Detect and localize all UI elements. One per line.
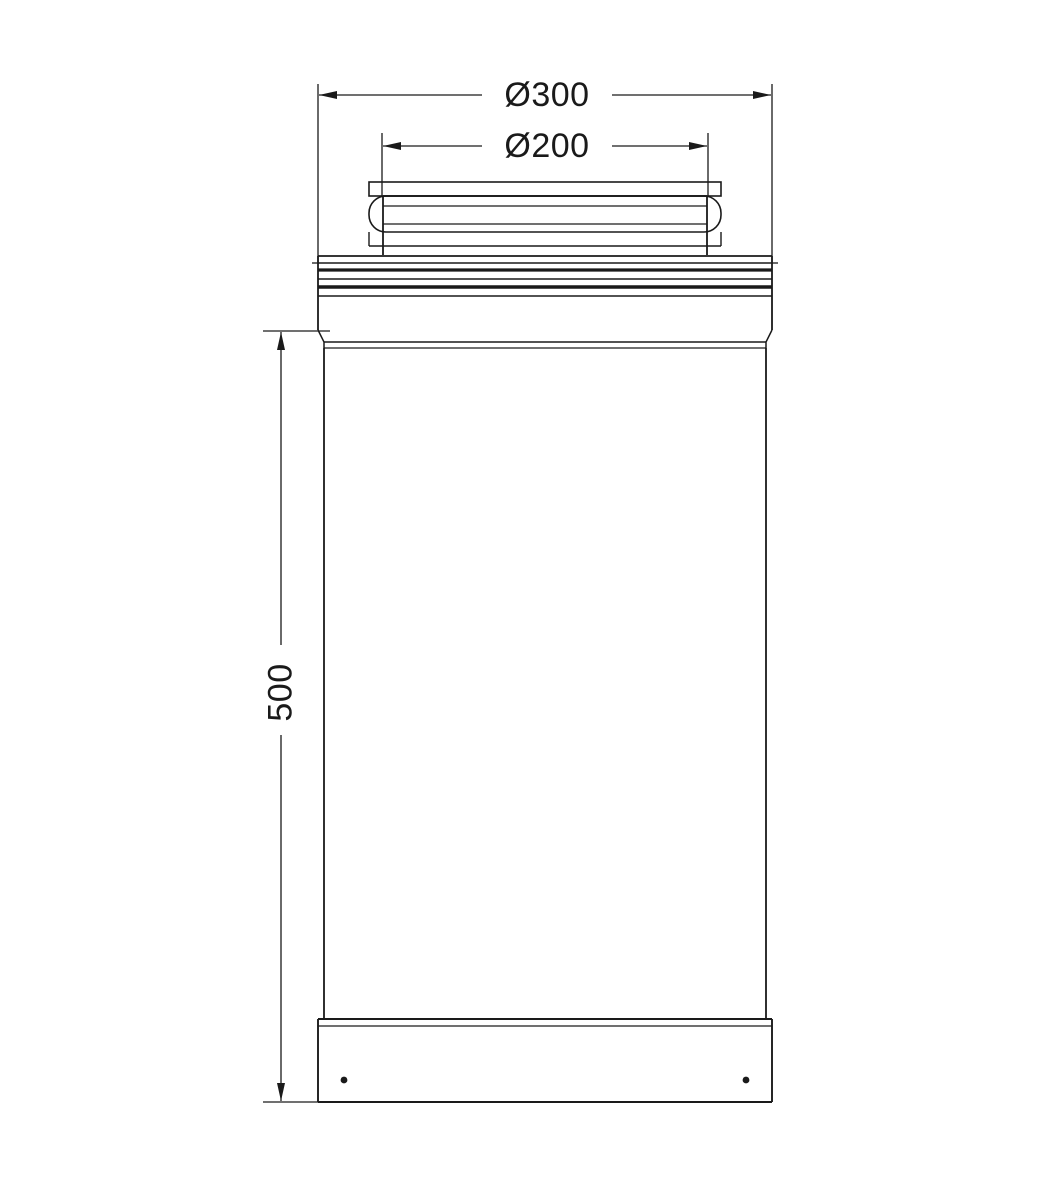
inlet-spigot <box>369 182 721 255</box>
top-flange-stack <box>312 256 778 296</box>
main-body <box>324 348 766 1019</box>
fixing-hole-right <box>743 1077 750 1084</box>
dimension-label-outer-diameter: Ø300 <box>504 76 590 114</box>
body-shoulder <box>318 296 772 348</box>
spigot-collar <box>369 182 721 196</box>
product-outline <box>312 182 778 1102</box>
dimension-label-inlet-diameter: Ø200 <box>504 127 590 165</box>
arrow-head-left <box>383 142 401 150</box>
fixing-hole-left <box>341 1077 348 1084</box>
arrow-head-top <box>277 332 285 350</box>
dimension-label-overall-height: 500 <box>261 663 300 722</box>
arrow-head-left <box>319 91 337 99</box>
arrow-head-bottom <box>277 1083 285 1101</box>
arrow-head-right <box>689 142 707 150</box>
arrow-head-right <box>753 91 771 99</box>
base-skirt <box>318 1019 772 1102</box>
spigot-gasket-band <box>369 196 721 232</box>
